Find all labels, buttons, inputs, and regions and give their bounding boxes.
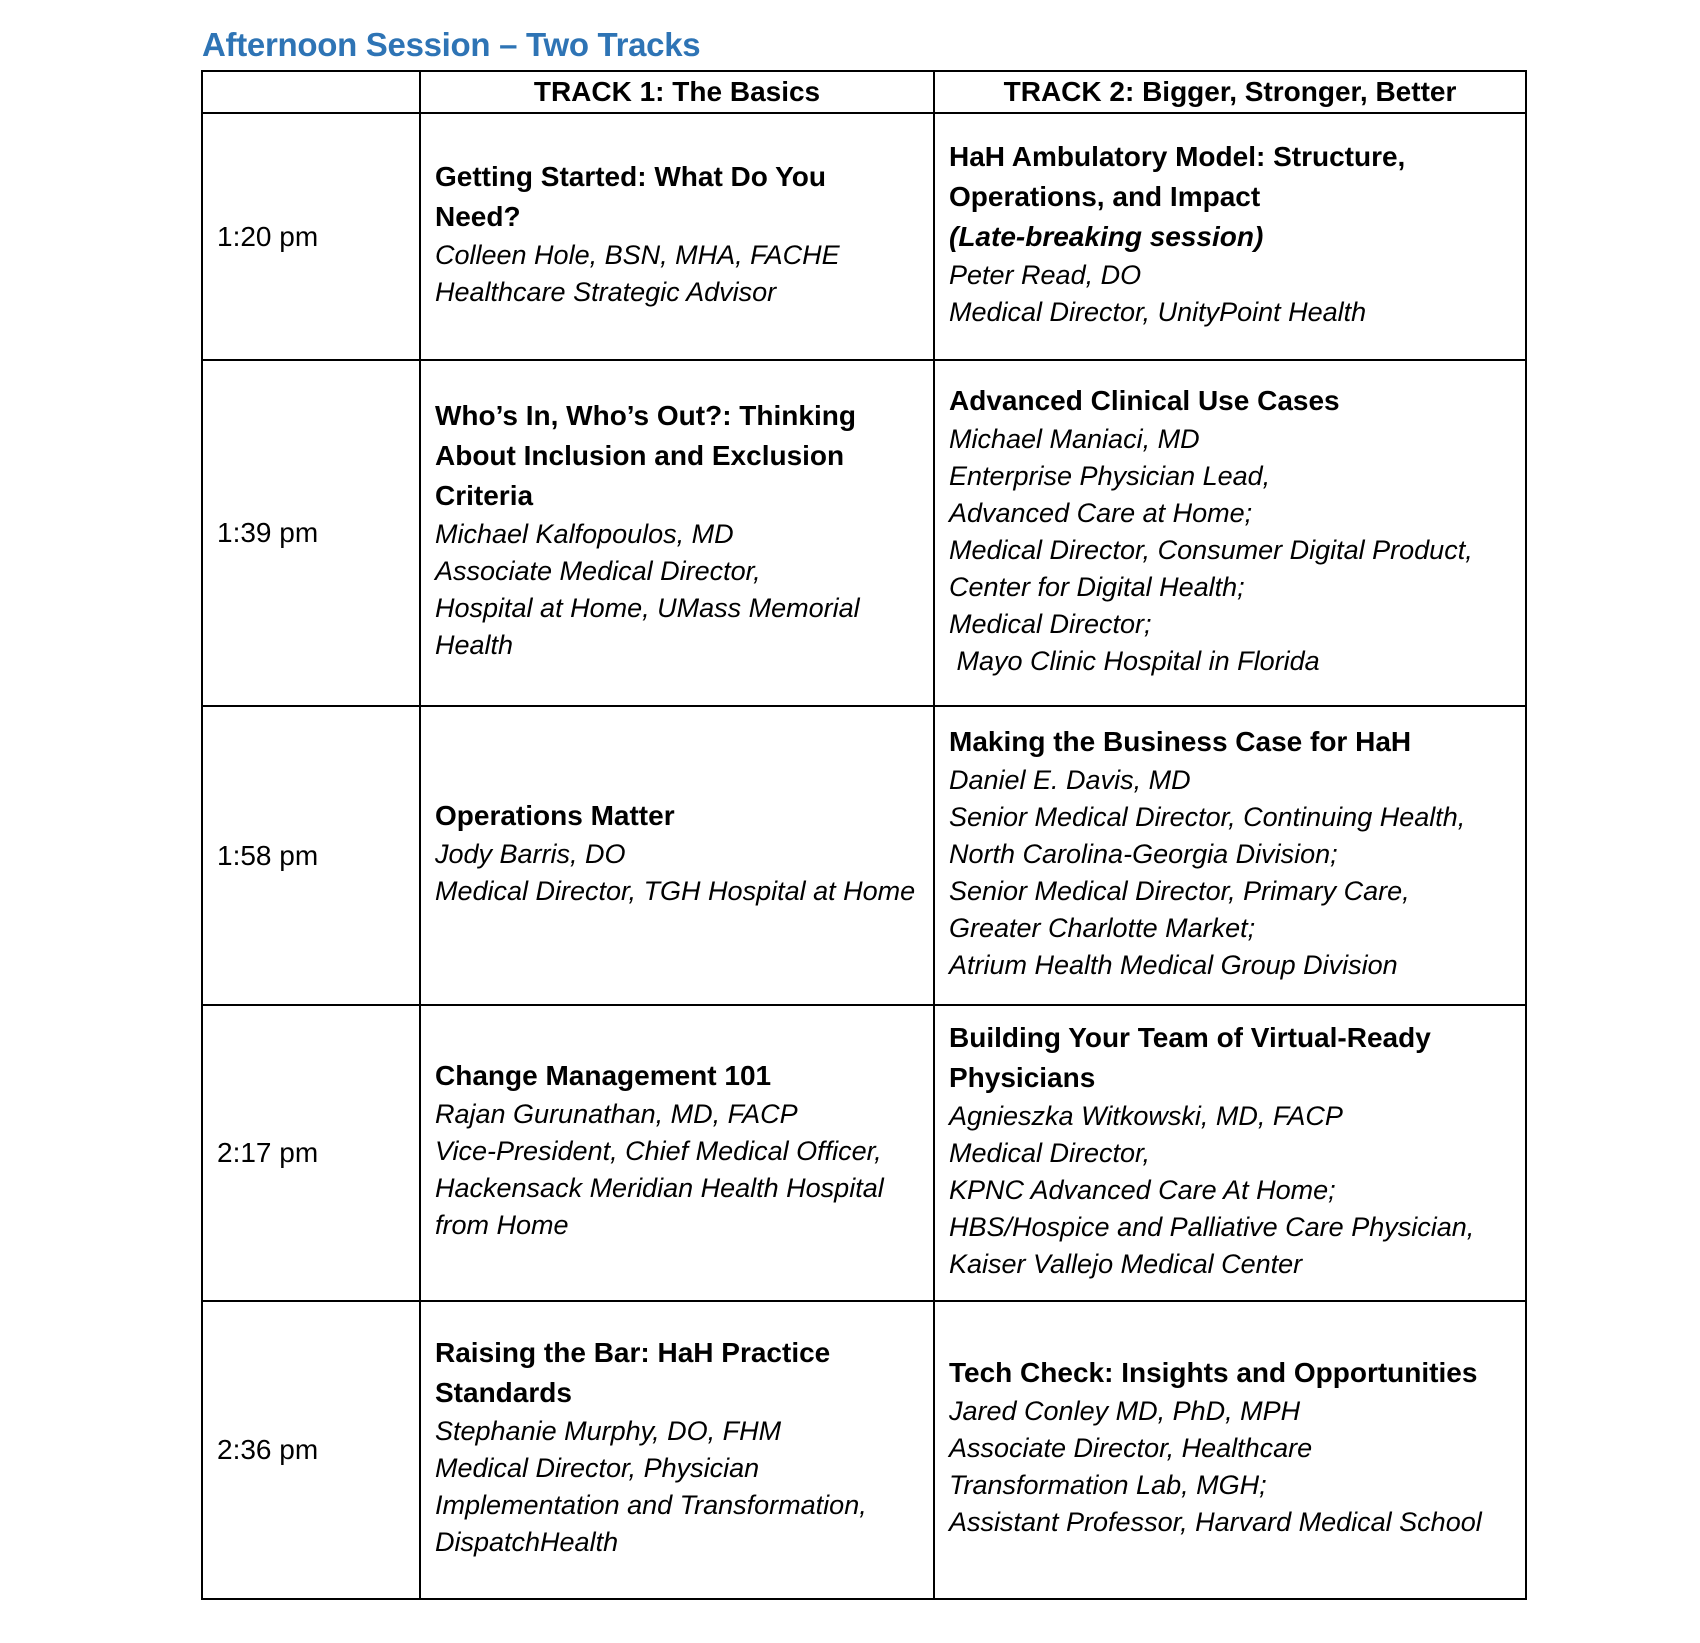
- session-title: Getting Started: What Do You Need?: [435, 160, 826, 232]
- speaker-affiliation: HBS/Hospice and Palliative Care Physician,: [949, 1211, 1475, 1242]
- speaker-affiliation: Medical Director;: [949, 608, 1152, 639]
- session-title: Tech Check: Insights and Opportunities: [949, 1357, 1478, 1388]
- session-block: [949, 1349, 1511, 1551]
- track1-session-cell: [420, 706, 934, 1005]
- speaker-affiliation: Vice-President, Chief Medical Officer,: [435, 1136, 882, 1166]
- speaker-affiliation: Healthcare Strategic Advisor: [435, 276, 777, 307]
- speaker-affiliation: Senior Medical Director, Primary Care,: [949, 875, 1410, 906]
- session-block: [435, 1329, 919, 1571]
- table-row: [202, 360, 1526, 706]
- session-title: Change Management 101: [435, 1060, 772, 1091]
- table-row: [202, 113, 1526, 360]
- track2-session-cell: [934, 706, 1526, 1005]
- session-time: 1:20 pm: [202, 113, 420, 360]
- track2-session-cell: [934, 360, 1526, 706]
- session-time: 1:39 pm: [202, 360, 420, 706]
- track1-session-cell: [420, 360, 934, 706]
- session-block: [949, 1014, 1511, 1293]
- speaker-affiliation: Transformation Lab, MGH;: [949, 1470, 1267, 1500]
- speaker-affiliation: Mayo Clinic Hospital in Florida: [949, 645, 1320, 676]
- speaker-name: Peter Read, DO: [949, 259, 1142, 290]
- header-row: [202, 71, 1526, 113]
- speaker-affiliation: Center for Digital Health;: [949, 571, 1245, 602]
- session-time: 1:58 pm: [202, 706, 420, 1005]
- speaker-affiliation: KPNC Advanced Care At Home;: [949, 1174, 1336, 1205]
- speaker-name: Michael Kalfopoulos, MD: [435, 519, 734, 549]
- table-row: [202, 1005, 1526, 1301]
- speaker-affiliation: Medical Director, Consumer Digital Product,: [949, 534, 1473, 565]
- session-time: 2:17 pm: [202, 1005, 420, 1301]
- speaker-affiliation: Hospital at Home, UMass Memorial Health: [435, 593, 868, 660]
- session-title: Making the Business Case for HaH: [949, 725, 1412, 757]
- session-block: [435, 792, 919, 920]
- speaker-affiliation: Medical Director, UnityPoint Health: [949, 296, 1367, 327]
- speaker-affiliation: Hackensack Meridian Health Hospital from Home: [435, 1173, 892, 1240]
- agenda-table: [201, 70, 1527, 1600]
- speaker-affiliation: Medical Director, TGH Hospital at Home: [435, 875, 916, 906]
- speaker-affiliation: Atrium Health Medical Group Division: [949, 949, 1398, 980]
- track2-session-cell: [934, 1301, 1526, 1599]
- session-block: [949, 133, 1511, 341]
- header-track1: TRACK 1: The Basics: [420, 71, 934, 113]
- speaker-affiliation: Greater Charlotte Market;: [949, 912, 1256, 943]
- speaker-affiliation: Implementation and Transformation,: [435, 1490, 867, 1520]
- speaker-name: Colleen Hole, BSN, MHA, FACHE: [435, 239, 840, 270]
- speaker-name: Jared Conley MD, PhD, MPH: [949, 1396, 1301, 1426]
- session-block: [435, 153, 919, 321]
- track1-session-cell: [420, 113, 934, 360]
- speaker-affiliation: Medical Director, Physician: [435, 1453, 760, 1483]
- speaker-affiliation: North Carolina-Georgia Division;: [949, 838, 1338, 869]
- header-time: [202, 71, 420, 113]
- speaker-affiliation: DispatchHealth: [435, 1527, 619, 1557]
- table-row: [202, 706, 1526, 1005]
- page-title: Afternoon Session – Two Tracks: [202, 26, 701, 63]
- speaker-name: Michael Maniaci, MD: [949, 423, 1200, 454]
- table-row: [202, 1301, 1526, 1599]
- track1-session-cell: [420, 1301, 934, 1599]
- speaker-affiliation: Enterprise Physician Lead,: [949, 460, 1271, 491]
- session-title: Raising the Bar: HaH Practice Standards: [435, 1337, 831, 1408]
- speaker-affiliation: Associate Medical Director,: [435, 556, 761, 586]
- session-title: Building Your Team of Virtual-Ready Physicians: [949, 1021, 1431, 1093]
- speaker-affiliation: Advanced Care at Home;: [949, 497, 1253, 528]
- header-track2: TRACK 2: Bigger, Stronger, Better: [934, 71, 1526, 113]
- speaker-name: Stephanie Murphy, DO, FHM: [435, 1416, 782, 1446]
- session-title: Advanced Clinical Use Cases: [949, 384, 1340, 416]
- speaker-affiliation: Kaiser Vallejo Medical Center: [949, 1248, 1303, 1279]
- session-title: HaH Ambulatory Model: Structure, Operations, and Impact: [949, 140, 1406, 212]
- session-note: (Late-breaking session): [949, 220, 1264, 252]
- speaker-name: Daniel E. Davis, MD: [949, 764, 1191, 795]
- session-block: [435, 1052, 919, 1254]
- track2-session-cell: [934, 113, 1526, 360]
- session-block: [435, 392, 919, 674]
- speaker-affiliation: Medical Director,: [949, 1137, 1151, 1168]
- speaker-affiliation: Associate Director, Healthcare: [949, 1433, 1313, 1463]
- speaker-name: Agnieszka Witkowski, MD, FACP: [949, 1100, 1343, 1131]
- speaker-affiliation: Senior Medical Director, Continuing Health,: [949, 801, 1466, 832]
- track2-session-cell: [934, 1005, 1526, 1301]
- session-time: 2:36 pm: [202, 1301, 420, 1599]
- speaker-affiliation: Assistant Professor, Harvard Medical School: [949, 1507, 1482, 1537]
- speaker-name: Rajan Gurunathan, MD, FACP: [435, 1099, 798, 1129]
- speaker-name: Jody Barris, DO: [435, 838, 626, 869]
- session-title: Operations Matter: [435, 799, 675, 831]
- session-block: [949, 377, 1511, 690]
- session-block: [949, 718, 1511, 994]
- session-title: Who’s In, Who’s Out?: Thinking About Inclusion and Exclusion Criteria: [435, 400, 856, 511]
- track1-session-cell: [420, 1005, 934, 1301]
